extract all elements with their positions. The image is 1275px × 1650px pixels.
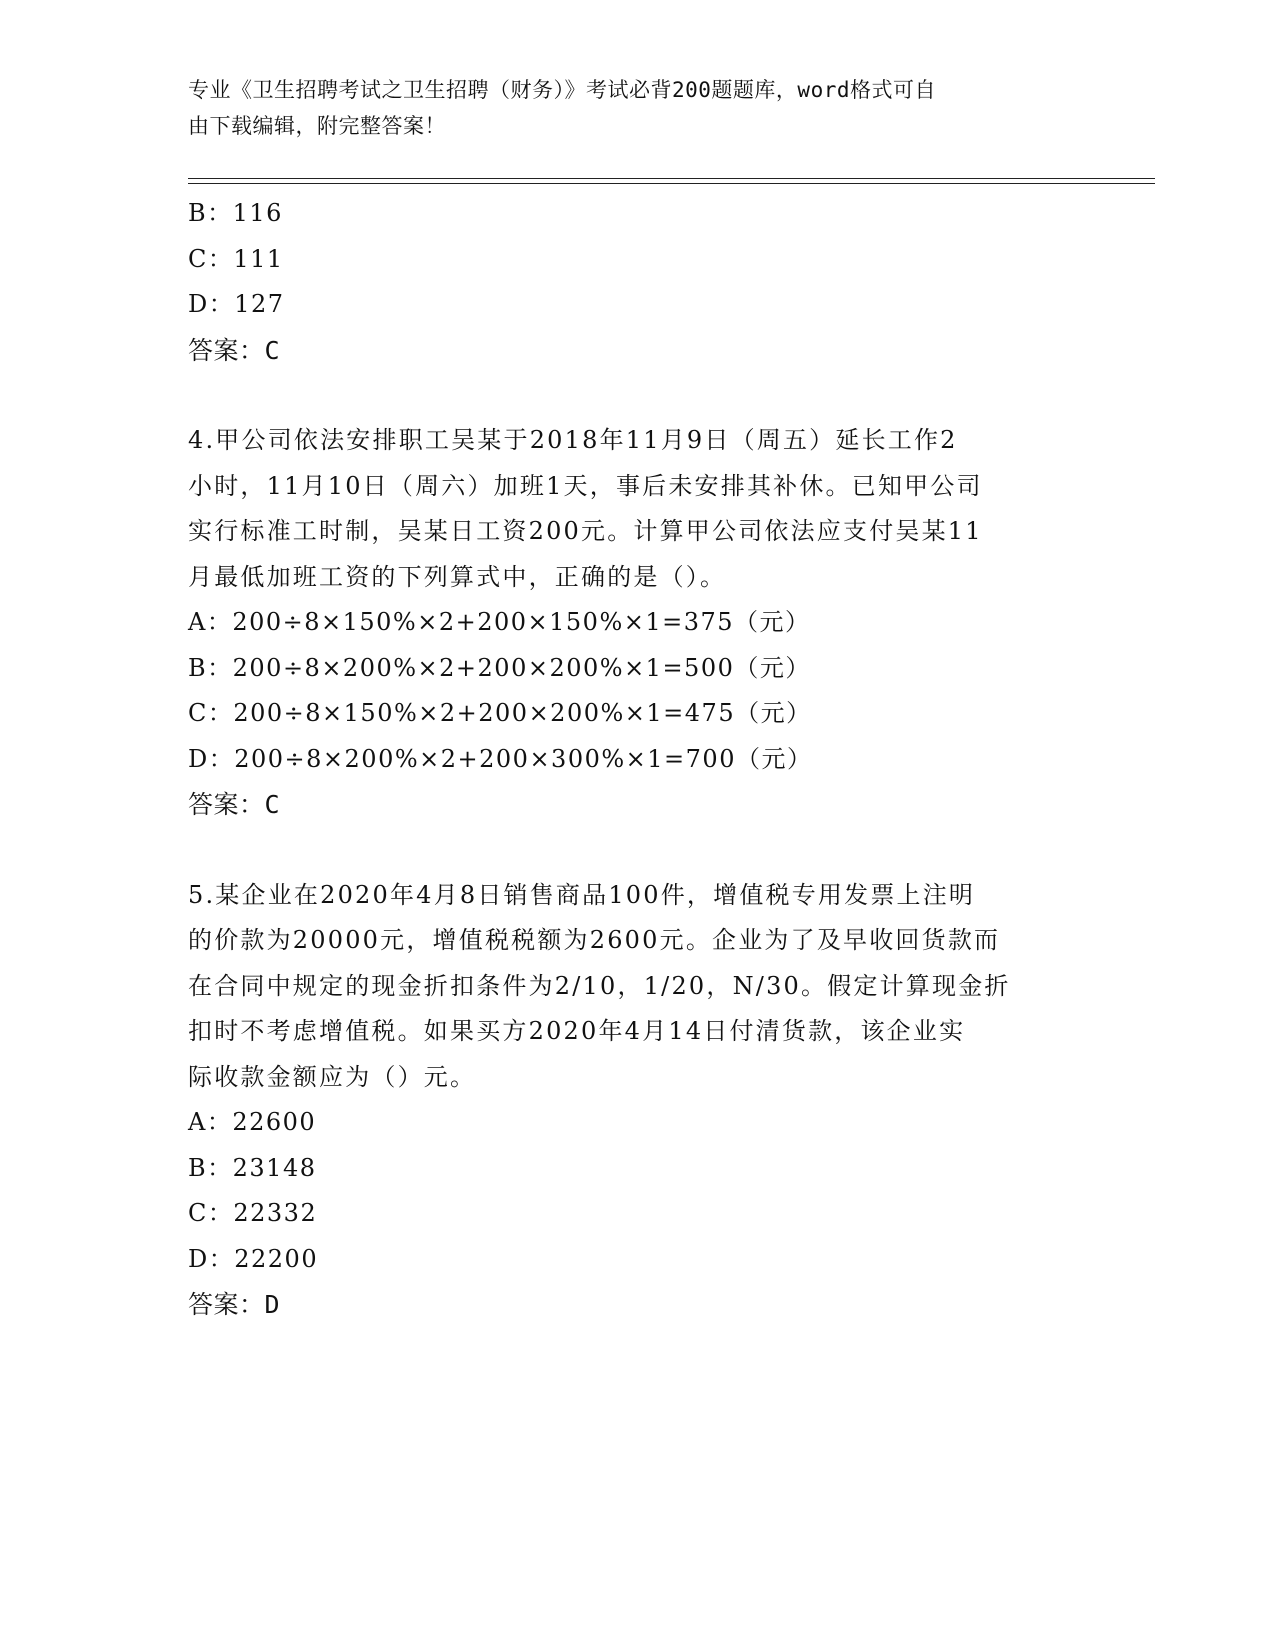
- option-b: B：200÷8×200%×2+200×200%×1=500（元）: [188, 653, 811, 682]
- option-c: C：111: [188, 244, 284, 273]
- stem-line: 在合同中规定的现金折扣条件为2/10，1/20，N/30。假定计算现金折: [188, 971, 1011, 1000]
- answer-line: 答案：C: [188, 335, 281, 365]
- stem-line: 5.某企业在2020年4月8日销售商品100件，增值税专用发票上注明: [188, 880, 976, 909]
- answer-line: 答案：D: [188, 1290, 281, 1319]
- option-b: B：116: [188, 199, 283, 227]
- option-d: D：200÷8×200%×2+200×300%×1=700（元）: [188, 744, 813, 773]
- header-divider-bottom: [188, 183, 1155, 184]
- stem-line: 的价款为20000元，增值税税额为2600元。企业为了及早收回货款而: [188, 926, 1001, 954]
- option-a: A：22600: [188, 1108, 317, 1136]
- question-gap: [188, 828, 1088, 873]
- question-gap: [188, 373, 1088, 418]
- option-d: D：127: [188, 290, 285, 318]
- question-4: [188, 418, 1088, 828]
- question-5: [188, 873, 1088, 1328]
- stem-line: 4.甲公司依法安排职工吴某于2018年11月9日（周五）延长工作2: [188, 426, 958, 454]
- option-b: B：23148: [188, 1153, 317, 1182]
- option-c: C：22332: [188, 1199, 318, 1227]
- header-divider-top: [188, 178, 1155, 179]
- option-d: D：22200: [188, 1244, 319, 1273]
- header-line-1: 专业《卫生招聘考试之卫生招聘（财务）》考试必背200题题库，word格式可自: [188, 78, 936, 102]
- option-c: C：200÷8×150%×2+200×200%×1=475（元）: [188, 699, 812, 727]
- document-header: [188, 72, 1068, 144]
- question-3: [188, 191, 1088, 373]
- stem-line: 月最低加班工资的下列算式中，正确的是（）。: [188, 562, 727, 591]
- answer-line: 答案：C: [188, 790, 281, 819]
- header-line-2: 由下载编辑，附完整答案！: [188, 114, 446, 138]
- question-stem: [188, 418, 1088, 600]
- stem-line: 小时，11月10日（周六）加班1天，事后未安排其补休。已知甲公司: [188, 471, 983, 500]
- option-a: A：200÷8×150%×2+200×150%×1=375（元）: [188, 608, 811, 636]
- question-stem: [188, 873, 1088, 1101]
- stem-line: 实行标准工时制，吴某日工资200元。计算甲公司依法应支付吴某11: [188, 517, 983, 545]
- document-body: [188, 191, 1088, 1328]
- stem-line: 际收款金额应为（）元。: [188, 1062, 477, 1091]
- stem-line: 扣时不考虑增值税。如果买方2020年4月14日付清货款，该企业实: [188, 1017, 966, 1045]
